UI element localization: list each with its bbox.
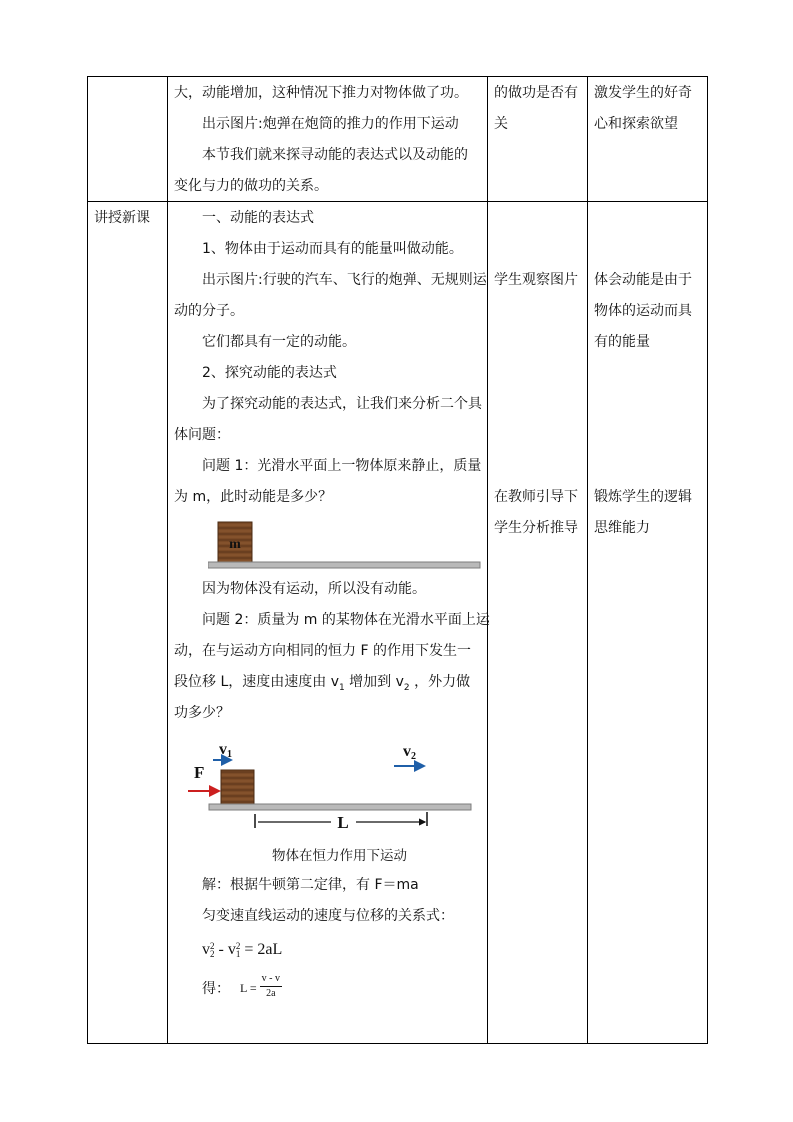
content-line: 出示图片:行驶的汽车、飞行的炮弹、无规则运 bbox=[202, 272, 487, 288]
content-line: 匀变速直线运动的速度与位移的关系式： bbox=[202, 908, 454, 924]
intent-line: 体会动能是由于 bbox=[594, 272, 692, 288]
smooth-surface bbox=[208, 562, 480, 568]
content-line: 动的分子。 bbox=[174, 303, 244, 319]
mass-label: m bbox=[229, 537, 241, 552]
content-line: 它们都具有一定的动能。 bbox=[202, 334, 356, 350]
question-1-line: 问题 1：光滑水平面上一物体原来静止，质量 bbox=[202, 458, 482, 474]
length-formula: L = $\frac{v - v}{2a}$ bbox=[240, 973, 280, 999]
student-line: 的做功是否有 bbox=[494, 85, 578, 101]
content-line: 变化与力的做功的关系。 bbox=[174, 178, 328, 194]
v1-label: v1 bbox=[219, 741, 232, 760]
intent-line: 思维能力 bbox=[594, 520, 650, 536]
intent-cell bbox=[588, 77, 708, 202]
definition-line: 1、物体由于运动而具有的能量叫做动能。 bbox=[202, 241, 463, 257]
intent-cell bbox=[588, 202, 708, 1044]
content-line: 因为物体没有运动，所以没有动能。 bbox=[202, 581, 426, 597]
question-1-line: 为 m，此时动能是多少？ bbox=[174, 489, 333, 505]
content-line: 大，动能增加，这种情况下推力对物体做了功。 bbox=[174, 85, 468, 101]
length-label: L bbox=[337, 813, 349, 832]
solution-line: 解：根据牛顿第二定律，有 F＝ma bbox=[202, 877, 419, 893]
question-2-line: 问题 2：质量为 m 的某物体在光滑水平面上运 bbox=[202, 612, 490, 628]
stage-cell-empty bbox=[88, 77, 168, 202]
force-label: F bbox=[194, 763, 205, 782]
intent-line: 有的能量 bbox=[594, 334, 650, 350]
student-line: 在教师引导下 bbox=[494, 489, 578, 505]
moving-block bbox=[221, 770, 254, 804]
question-2-line bbox=[174, 672, 470, 698]
subscript-2: 2 bbox=[403, 682, 410, 693]
smooth-surface bbox=[209, 804, 471, 810]
block-at-rest-figure bbox=[208, 520, 483, 570]
content-cell bbox=[168, 77, 488, 202]
intent-line: 心和探索欲望 bbox=[594, 116, 678, 132]
lesson-plan-table bbox=[87, 76, 708, 1044]
intent-line: 锻炼学生的逻辑 bbox=[594, 489, 692, 505]
content-line: 本节我们就来探寻动能的表达式以及动能的 bbox=[202, 147, 468, 163]
student-activity-cell bbox=[488, 77, 588, 202]
student-activity-cell bbox=[488, 202, 588, 1044]
subsection-title: 2、探究动能的表达式 bbox=[202, 365, 337, 381]
stage-cell bbox=[88, 202, 168, 1044]
q2-text: 段位移 L，速度由速度由 v bbox=[174, 674, 339, 690]
figure-caption: 物体在恒力作用下运动 bbox=[272, 848, 407, 864]
result-label: 得： bbox=[202, 981, 230, 997]
content-line: 为了探究动能的表达式，让我们来分析二个具 bbox=[202, 396, 482, 412]
v2-label: v2 bbox=[403, 743, 416, 762]
content-cell bbox=[168, 202, 488, 1044]
table-row bbox=[88, 202, 708, 1044]
student-line: 学生观察图片 bbox=[494, 272, 578, 288]
table-row bbox=[88, 77, 708, 202]
q2-text: ，外力做 bbox=[409, 674, 471, 690]
force-motion-figure bbox=[176, 734, 486, 834]
content-line: 出示图片:炮弹在炮筒的推力的作用下运动 bbox=[202, 116, 459, 132]
content-line: 体问题： bbox=[174, 427, 230, 443]
kinematic-equation: v 2 2 - v 2 1 = 2aL bbox=[202, 941, 283, 960]
section-title: 一、动能的表达式 bbox=[202, 210, 314, 226]
student-line: 关 bbox=[494, 116, 508, 132]
stage-label: 讲授新课 bbox=[94, 210, 150, 226]
student-line: 学生分析推导 bbox=[494, 520, 578, 536]
intent-line: 物体的运动而具 bbox=[594, 303, 692, 319]
intent-line: 激发学生的好奇 bbox=[594, 85, 692, 101]
q2-text: 增加到 v bbox=[344, 674, 404, 690]
subscript-1: 1 bbox=[339, 682, 345, 693]
question-2-line: 动，在与运动方向相同的恒力 F 的作用下发生一 bbox=[174, 643, 471, 659]
question-2-line: 功多少？ bbox=[174, 705, 230, 721]
